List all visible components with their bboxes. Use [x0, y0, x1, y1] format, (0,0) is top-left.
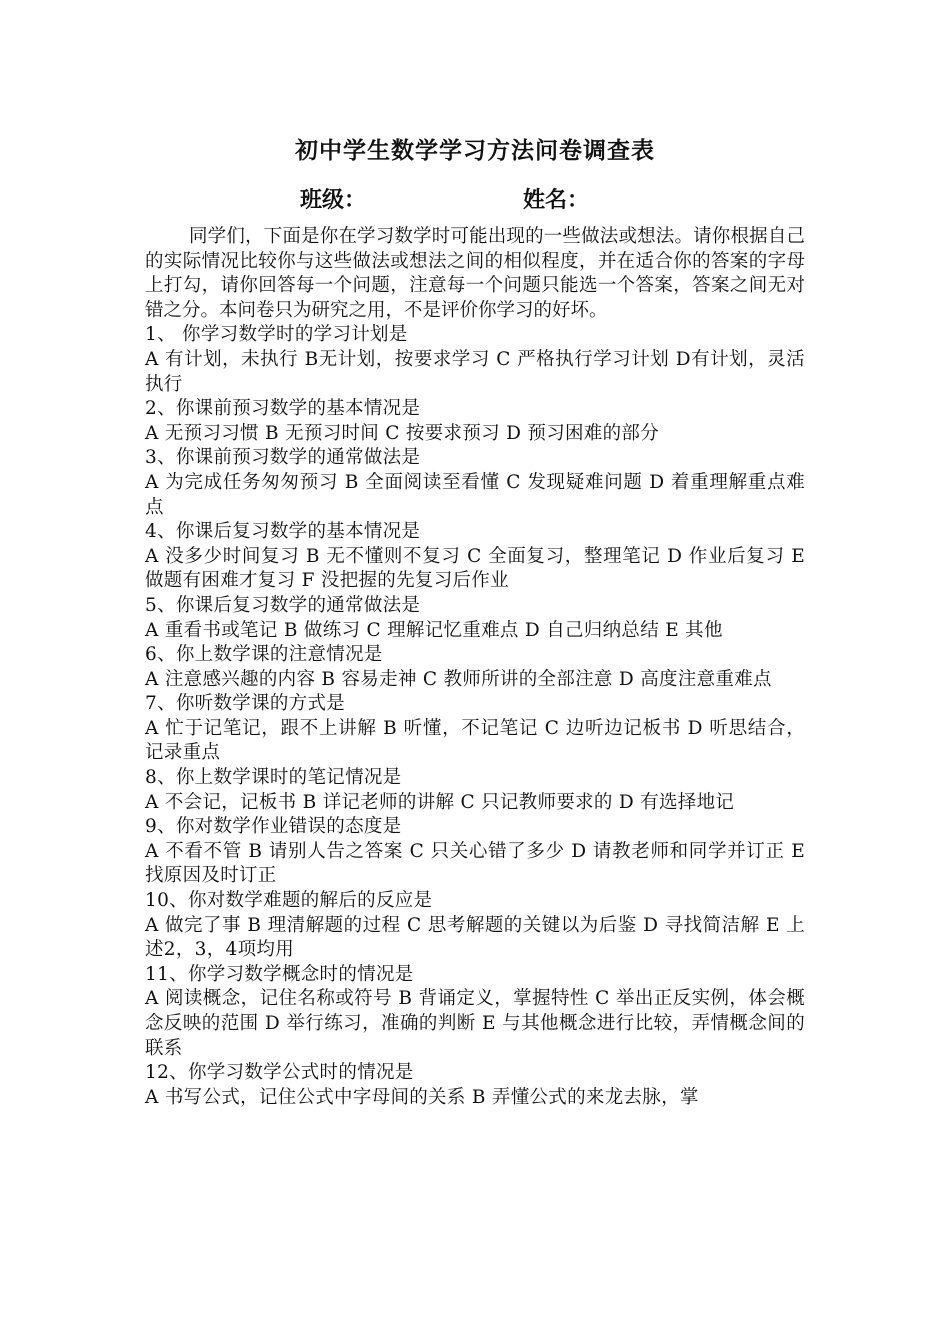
- question-text: 5、你课后复习数学的通常做法是: [145, 594, 421, 616]
- question-text: 8、你上数学课时的笔记情况是: [145, 767, 402, 789]
- question-text: 9、你对数学作业错误的态度是: [145, 816, 402, 838]
- question-options: A 忙于记笔记，跟不上讲解 B 听懂，不记笔记 C 边听边记板书 D 听思结合，记录重点: [145, 717, 805, 764]
- question-6: [145, 643, 805, 692]
- question-text: 3、你课前预习数学的通常做法是: [145, 447, 421, 469]
- question-3: [145, 446, 805, 520]
- question-9: [145, 815, 805, 889]
- question-text: 12、你学习数学公式时的情况是: [145, 1062, 414, 1084]
- question-options: A 为完成任务匆匆预习 B 全面阅读至看懂 C 发现疑难问题 D 着重理解重点难点: [145, 471, 805, 518]
- class-label: 班级：: [300, 187, 367, 213]
- question-text: 4、你课后复习数学的基本情况是: [145, 521, 421, 543]
- question-11: [145, 963, 805, 1061]
- question-text: 2、你课前预习数学的基本情况是: [145, 398, 421, 420]
- question-options: A 没多少时间复习 B 无不懂则不复习 C 全面复习，整理笔记 D 作业后复习 E 做题有困难才复习 F 没把握的先复习后作业: [145, 545, 805, 592]
- question-8: [145, 766, 805, 815]
- question-1: [145, 323, 805, 397]
- document-title: 初中学生数学学习方法问卷调查表: [295, 137, 655, 164]
- question-options: A 注意感兴趣的内容 B 容易走神 C 教师所讲的全部注意 D 高度注意重难点: [145, 668, 772, 690]
- question-5: [145, 594, 805, 643]
- question-text: 6、你上数学课的注意情况是: [145, 644, 383, 666]
- question-10: [145, 889, 805, 963]
- name-label: 姓名：: [523, 187, 590, 213]
- question-12: [145, 1061, 805, 1110]
- question-options: A 做完了事 B 理清解题的过程 C 思考解题的关键以为后鉴 D 寻找简洁解 E 上述2，3，4项均用: [145, 914, 805, 961]
- question-text: 11、你学习数学概念时的情况是: [145, 963, 414, 985]
- question-options: A 无预习习惯 B 无预习时间 C 按要求预习 D 预习困难的部分: [145, 422, 660, 444]
- document-body: [145, 225, 805, 1110]
- question-text: 10、你对数学难题的解后的反应是: [145, 890, 433, 912]
- question-options: A 阅读概念，记住名称或符号 B 背诵定义，掌握特性 C 举出正反实例，体会概念反映的范围 D 举行练习，准确的判断 E 与其他概念进行比较，弄情概念间的联系: [145, 988, 805, 1059]
- question-options: A 重看书或笔记 B 做练习 C 理解记忆重难点 D 自己归纳总结 E 其他: [145, 619, 723, 641]
- question-text: 7、你听数学课的方式是: [145, 693, 346, 715]
- question-7: [145, 692, 805, 766]
- question-options: A 不会记，记板书 B 详记老师的讲解 C 只记教师要求的 D 有选择地记: [145, 791, 735, 813]
- question-options: A 有计划，未执行 B无计划，按要求学习 C 严格执行学习计划 D有计划，灵活执行: [145, 348, 805, 395]
- question-2: [145, 397, 805, 446]
- intro-paragraph: 同学们，下面是你在学习数学时可能出现的一些做法或想法。请你根据自己的实际情况比较你与这些做法或想法之间的相似程度，并在适合你的答案的字母上打勾，请你回答每一个问题，注意每一个问题只能选一个答案，答案之间无对错之分。本问卷只为研究之用，不是评价你学习的好坏。: [145, 226, 805, 321]
- question-4: [145, 520, 805, 594]
- question-options: A 不看不管 B 请别人告之答案 C 只关心错了多少 D 请教老师和同学并订正 E 找原因及时订正: [145, 840, 805, 887]
- question-options: A 书写公式，记住公式中字母间的关系 B 弄懂公式的来龙去脉，掌: [145, 1086, 699, 1108]
- question-text: 1、 你学习数学时的学习计划是: [145, 324, 408, 346]
